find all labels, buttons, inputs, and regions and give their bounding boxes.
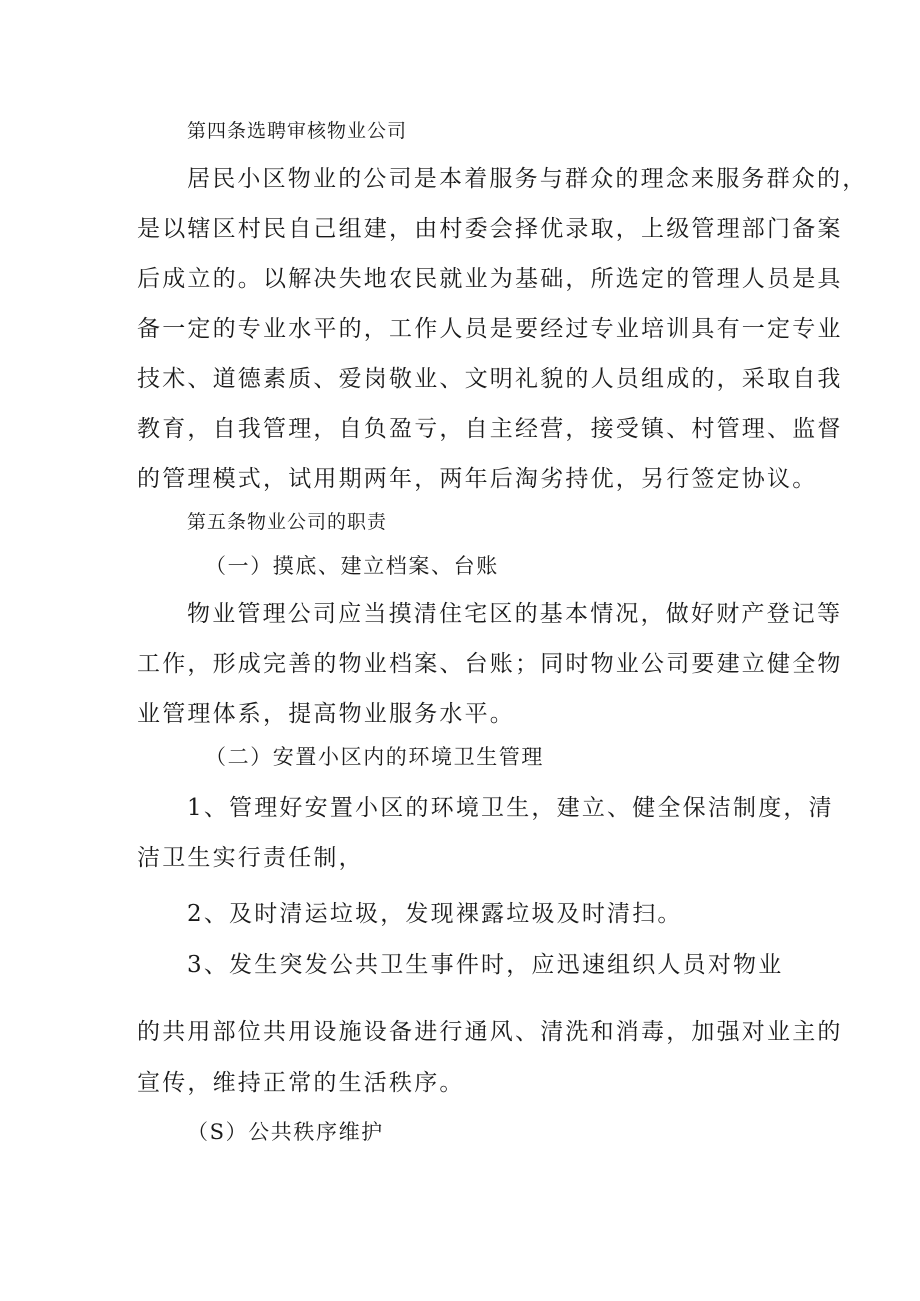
section1-paragraph-line: 业管理体系，提高物业服务水平。 — [137, 701, 515, 727]
section1-paragraph-line: 工作，形成完善的物业档案、台账；同时物业公司要建立健全物 — [137, 651, 843, 677]
section2-item3-line: 3、发生突发公共卫生事件时，应迅速组织人员对物业 — [187, 952, 784, 978]
article4-paragraph-line: 居民小区物业的公司是本着服务与群众的理念来服务群众的， — [187, 166, 868, 192]
section1-heading: （一）摸底、建立档案、台账 — [205, 554, 499, 578]
section3-heading: （S）公共秩序维护 — [187, 1120, 384, 1144]
section2-item1-line: 1、管理好安置小区的环境卫生，建立、健全保洁制度，清 — [187, 795, 834, 821]
article4-paragraph-line: 备一定的专业水平的，工作人员是要经过专业培训具有一定专业 — [137, 316, 843, 342]
article4-title: 第四条选聘审核物业公司 — [187, 120, 408, 142]
section1-paragraph-line: 物业管理公司应当摸清住宅区的基本情况，做好财产登记等 — [187, 601, 843, 627]
article4-paragraph-line: 的管理模式，试用期两年，两年后淘劣持优，另行签定协议。 — [137, 466, 818, 492]
section2-item2: 2、及时清运垃圾，发现裸露垃圾及时清扫。 — [187, 901, 683, 927]
article4-paragraph-line: 是以辖区村民自己组建，由村委会择优录取，上级管理部门备案 — [137, 216, 843, 242]
section2-item3-line: 宣传，维持正常的生活秩序。 — [137, 1070, 465, 1096]
section2-heading: （二）安置小区内的环境卫生管理 — [205, 745, 544, 769]
section2-item3-line: 的共用部位共用设施设备进行通风、清洗和消毒，加强对业主的 — [137, 1019, 843, 1045]
article4-paragraph-line: 教育，自我管理，自负盈亏，自主经营，接受镇、村管理、监督 — [137, 416, 843, 442]
article4-paragraph-line: 技术、道德素质、爱岗敬业、文明礼貌的人员组成的，采取自我 — [137, 366, 843, 392]
article4-paragraph-line: 后成立的。以解决失地农民就业为基础，所选定的管理人员是具 — [137, 266, 843, 292]
section2-item1-line: 洁卫生实行责任制， — [137, 845, 364, 871]
article5-title: 第五条物业公司的职责 — [187, 511, 388, 533]
